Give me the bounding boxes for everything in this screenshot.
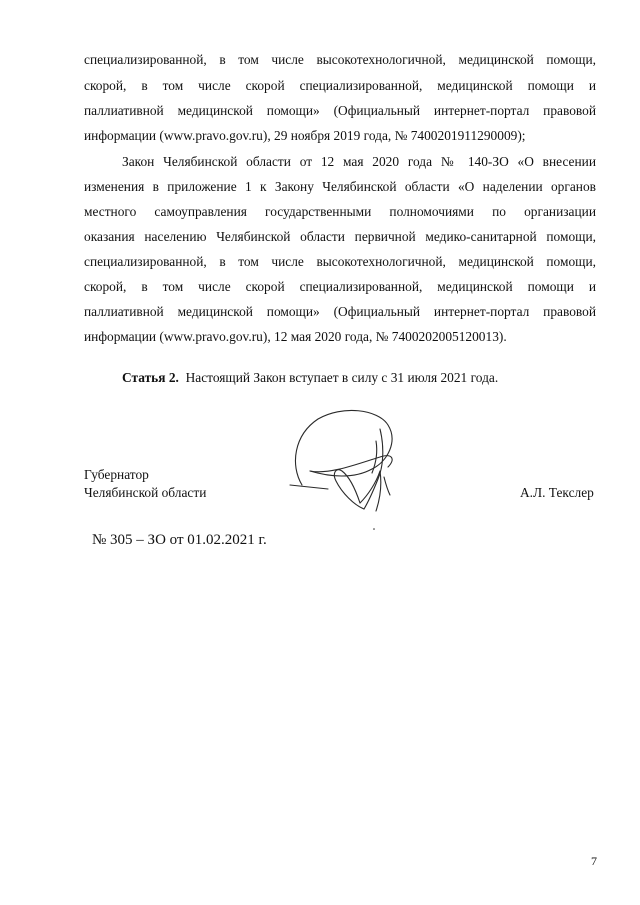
text-line: местного самоуправления государственными полномочиями по организации: [84, 204, 596, 219]
text-line: скорой, в том числе скорой специализированной, медицинской помощи и: [84, 78, 596, 93]
signatory-name: А.Л. Текслер: [520, 485, 594, 500]
text-line: Закон Челябинской области от 12 мая 2020 года № 140-ЗО «О внесении: [122, 154, 596, 169]
text-line: паллиативной медицинской помощи» (Официальный интернет-портал правовой: [84, 304, 596, 319]
text-line: паллиативной медицинской помощи» (Официальный интернет-портал правовой: [84, 103, 596, 118]
text-line: оказания населению Челябинской области первичной медико-санитарной помощи,: [84, 229, 596, 244]
article-2: [122, 369, 498, 387]
page-number: 7: [591, 854, 597, 868]
text-line: информации (www.pravo.gov.ru), 29 ноября 2019 года, № 7400201911290009);: [84, 128, 526, 143]
article-text: Настоящий Закон вступает в силу с 31 июля 2021 года.: [185, 370, 499, 385]
text-line: специализированной, в том числе высокотехнологичной, медицинской помощи,: [84, 254, 596, 269]
signatory-title-line-1: Губернатор: [84, 467, 149, 482]
text-line: информации (www.pravo.gov.ru), 12 мая 2020 года, № 7400202005120013).: [84, 329, 507, 344]
text-line: специализированной, в том числе высокотехнологичной, медицинской помощи,: [84, 52, 596, 67]
text-line: изменения в приложение 1 к Закону Челябинской области «О наделении органов: [84, 179, 596, 194]
law-registration-number: № 305 – ЗО от 01.02.2021 г.: [92, 532, 267, 548]
article-heading: Статья 2.: [122, 370, 179, 385]
signatory-title-line-2: Челябинской области: [84, 485, 207, 500]
handwritten-signature: [280, 405, 410, 535]
text-line: скорой, в том числе скорой специализированной, медицинской помощи и: [84, 279, 596, 294]
